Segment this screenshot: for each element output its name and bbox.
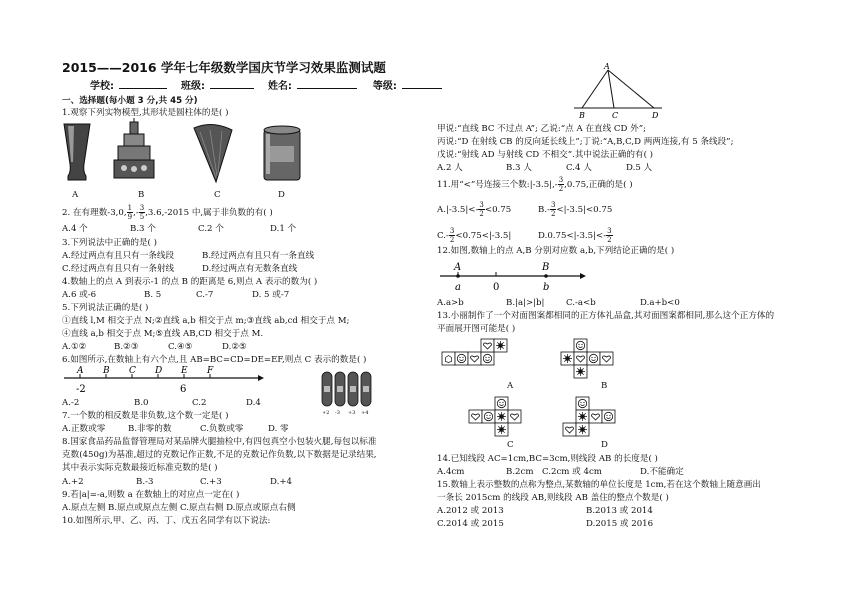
- name-label: 姓名:: [267, 81, 292, 92]
- q13-label-b: B: [601, 381, 608, 391]
- q14-option-a: A.4cm: [437, 467, 465, 477]
- q8-line-1: 8.国家食品药品监督管理局对某品牌火腿抽检中,有四包真空小包装火腿,每包以标准: [62, 437, 377, 447]
- grade-label: 等级:: [372, 81, 397, 92]
- q14-stem: 14.已知线段 AC=1cm,BC=3cm,则线段 AB 的长度是( ): [437, 454, 658, 464]
- q10-label-b: B: [579, 111, 585, 120]
- q1-can-image: [262, 124, 302, 186]
- q8-option-b: B.-3: [136, 477, 154, 487]
- q3-option-c: C.经过两点有且只有一条射线: [62, 264, 175, 274]
- q5-option-c: C.④⑤: [168, 342, 193, 352]
- school-blank[interactable]: [119, 88, 167, 89]
- q6-option-b: B.0: [134, 398, 149, 408]
- sausage-label-2: -3: [335, 410, 340, 416]
- q10-line-2: 丙说:“D 在射线 CB 的反向延长线上”;丁说:“A,B,C,D 两两连接,有 5 条线段”;: [437, 137, 734, 147]
- q6-option-d: D.4: [246, 398, 261, 408]
- q7-option-d: D. 零: [268, 424, 289, 434]
- q8-line-3: 其中表示实际克数最接近标准克数的是( ): [62, 463, 218, 473]
- q12-option-b: B.|a|>|b|: [506, 298, 545, 308]
- q8-option-d: D.+4: [270, 477, 292, 487]
- q5-statements-2: ④直线 a,b 相交于点 M;⑤直线 AB,CD 相交于点 M.: [62, 329, 264, 339]
- q11-option-b: B.- $\frac{3}{2}$ <|-3.5|<0.75: [538, 201, 613, 218]
- q4-option-a: A.6 或-6: [62, 290, 97, 300]
- q5-option-d: D.②⑤: [222, 342, 247, 352]
- class-label: 班级:: [180, 81, 205, 92]
- q12-label-b: b: [543, 282, 550, 293]
- q10-line-3: 戊说:“射线 AD 与射线 CD 不相交”.其中说法正确的有( ): [437, 150, 654, 160]
- q6-option-a: A.-2: [62, 398, 80, 408]
- q15-line-2: 一条长 2015cm 的线段 AB,则线段 AB 盖住的整点个数是( ): [437, 493, 669, 503]
- q5-statements-1: ①直线 l,M 相交于点 N;②直线 a,b 相交于点 m;③直线 ab,cd 相交于点 M;: [62, 316, 350, 326]
- q8-option-c: C.+3: [200, 477, 222, 487]
- q13-label-a: A: [507, 381, 514, 391]
- class-blank[interactable]: [210, 88, 254, 89]
- section-heading: 一、选择题(每小题 3 分,共 45 分): [62, 96, 198, 106]
- q10-option-d: D.5 人: [626, 163, 653, 173]
- q10-option-c: C.4 人: [566, 163, 592, 173]
- q4-option-b: B. 5: [144, 290, 162, 300]
- sausage-label-3: +3: [348, 410, 356, 416]
- q6-point-b: B: [103, 366, 110, 376]
- q1-label-a: A: [72, 190, 79, 200]
- q15-line-1: 15.数轴上表示整数的点称为整点,某数轴的单位长度是 1cm,若在这个数轴上随意画出: [437, 480, 761, 490]
- q5-stem: 5.下列说法正确的是( ): [62, 303, 149, 313]
- q1-label-c: C: [214, 190, 221, 200]
- q13-net-b: [560, 338, 627, 379]
- q15-option-d: D.2015 或 2016: [586, 519, 654, 529]
- q15-option-b: B.2013 或 2014: [586, 506, 653, 516]
- q2-option-b: B.3 个: [130, 224, 156, 234]
- q13-label-d: D: [601, 440, 608, 450]
- q6-value-left: -2: [76, 384, 86, 395]
- q2-fraction-3-5: $\frac{3}{5}$: [139, 204, 145, 221]
- q7-stem: 7.一个数的相反数是非负数,这个数一定是( ): [62, 411, 229, 421]
- q11-option-c: C.- $\frac{3}{2}$ <0.75<|-3.5|: [437, 227, 512, 244]
- q10-option-a: A.2 人: [437, 163, 463, 173]
- q13-net-a: [441, 338, 508, 379]
- q3-option-d: D.经过两点有无数条直线: [202, 264, 298, 274]
- q15-option-c: C.2014 或 2015: [437, 519, 504, 529]
- q14-option-b: B.2cm: [506, 467, 534, 477]
- q6-number-line: [62, 366, 262, 396]
- q10-line-1: 甲说:“直线 BC 不过点 A”; 乙说:“点 A 在直线 CD 外”;: [437, 124, 646, 134]
- q12-label-a: a: [455, 282, 461, 293]
- sausage-label-1: +2: [322, 410, 330, 416]
- q12-option-a: A.a>b: [437, 298, 464, 308]
- q13-label-c: C: [507, 440, 514, 450]
- sausage-label-4: +4: [361, 410, 369, 416]
- q4-option-c: C.-7: [196, 290, 214, 300]
- q11-fraction: $\frac{3}{2}$: [558, 176, 564, 193]
- q11-option-a: A.|-3.5|<- $\frac{3}{2}$ <0.75: [437, 201, 512, 218]
- name-blank[interactable]: [297, 88, 357, 89]
- q6-point-e: E: [181, 366, 188, 376]
- q13-net-c: [468, 396, 535, 437]
- q8-line-2: 克数(450g)为基准,超过的克数记作正数,不足的克数记作负数,以下数据是记录结果,: [62, 450, 377, 460]
- q12-label-B: B: [542, 262, 550, 273]
- q7-option-a: A.正数或零: [62, 424, 106, 434]
- q1-cone-image: [190, 122, 236, 186]
- q13-line-2: 平面展开图可能是( ): [437, 324, 516, 334]
- q6-option-c: C.2: [192, 398, 207, 408]
- q6-point-c: C: [129, 366, 136, 376]
- q2-fraction-1-9: $\frac{1}{9}$: [127, 204, 133, 221]
- q12-option-d: D.a+b<0: [640, 298, 680, 308]
- q15-option-a: A.2012 或 2013: [437, 506, 504, 516]
- q12-option-c: C.-a<b: [566, 298, 596, 308]
- q1-stem: 1.观察下列实物模型,其形状是圆柱体的是( ): [62, 108, 229, 118]
- school-label: 学校:: [90, 81, 114, 92]
- q11-stem: 11.用“<”号连接三个数:|-3.5|,- $\frac{3}{2}$ ,0.75,正确的是( ): [437, 176, 633, 193]
- q6-point-f: F: [207, 366, 214, 376]
- q7-option-b: B.非零的数: [128, 424, 172, 434]
- q6-value-right: 6: [180, 384, 187, 395]
- q3-option-b: B.经过两点有且只有一条直线: [202, 251, 315, 261]
- q2-option-c: C.2 个: [198, 224, 224, 234]
- q12-number-line: [438, 260, 588, 296]
- q10-label-c: C: [612, 111, 619, 120]
- q14-option-c: C.2cm 或 4cm: [542, 467, 602, 477]
- q10-triangle-figure: [570, 62, 670, 120]
- q10-label-a: A: [604, 62, 610, 71]
- grade-blank[interactable]: [402, 88, 442, 89]
- q12-label-zero: 0: [493, 282, 500, 293]
- q6-stem: 6.如图所示,在数轴上有六个点,且 AB=BC=CD=DE=EF,则点 C 表示的数是( ): [62, 355, 367, 365]
- q3-stem: 3.下列说法中正确的是( ): [62, 238, 157, 248]
- q9-options: A.原点左侧 B.原点或原点左侧 C.原点右侧 D.原点或原点右侧: [62, 503, 296, 513]
- page-title: 2015——2016 学年七年级数学国庆节学习效果监测试题: [62, 60, 386, 75]
- q5-option-a: A.①②: [62, 342, 87, 352]
- q10-stem: 10.如图所示,甲、乙、丙、丁、戊五名同学有以下说法:: [62, 516, 271, 526]
- q1-cup-image: [62, 122, 92, 184]
- q9-stem: 9.若|a|=-a,则数 a 在数轴上的对应点一定在( ): [62, 490, 240, 500]
- q1-cake-image: [112, 118, 156, 186]
- q4-option-d: D. 5 或-7: [252, 290, 290, 300]
- q13-net-d: [562, 396, 629, 437]
- q5-option-b: B.②③: [114, 342, 139, 352]
- q12-stem: 12.如图,数轴上的点 A,B 分别对应数 a,b,下列结论正确的是( ): [437, 246, 675, 256]
- q1-label-d: D: [278, 190, 285, 200]
- q7-option-c: C.负数或零: [200, 424, 244, 434]
- student-info-row: [90, 80, 442, 93]
- q14-option-d: D.不能确定: [640, 467, 684, 477]
- q6-point-d: D: [155, 366, 163, 376]
- q10-option-b: B.3 人: [506, 163, 532, 173]
- q1-label-b: B: [138, 190, 145, 200]
- q11-option-d: D.0.75<|-3.5|<- $\frac{3}{2}$: [538, 227, 612, 244]
- q2-option-a: A.4 个: [62, 224, 88, 234]
- q3-option-a: A.经过两点有且只有一条线段: [62, 251, 175, 261]
- q8-option-a: A.+2: [62, 477, 84, 487]
- q6-point-a: A: [77, 366, 84, 376]
- q2-stem: 2. 在有理数-3,0, $\frac{1}{9}$ ,- $\frac{3}{5}$ ,3.6,-2015 中,属于非负数的有( ): [62, 204, 273, 221]
- q2-option-d: D.1 个: [270, 224, 297, 234]
- q10-label-d: D: [652, 111, 659, 120]
- q12-label-A: A: [454, 262, 462, 273]
- q4-stem: 4.数轴上的点 A 到表示-1 的点 B 的距离是 6,则点 A 表示的数为( ): [62, 277, 318, 287]
- q13-line-1: 13.小丽制作了一个对面图案都相同的正方体礼品盒,其对面图案都相同,那么这个正方体的: [437, 311, 775, 321]
- q6-sausage-image: [320, 368, 376, 416]
